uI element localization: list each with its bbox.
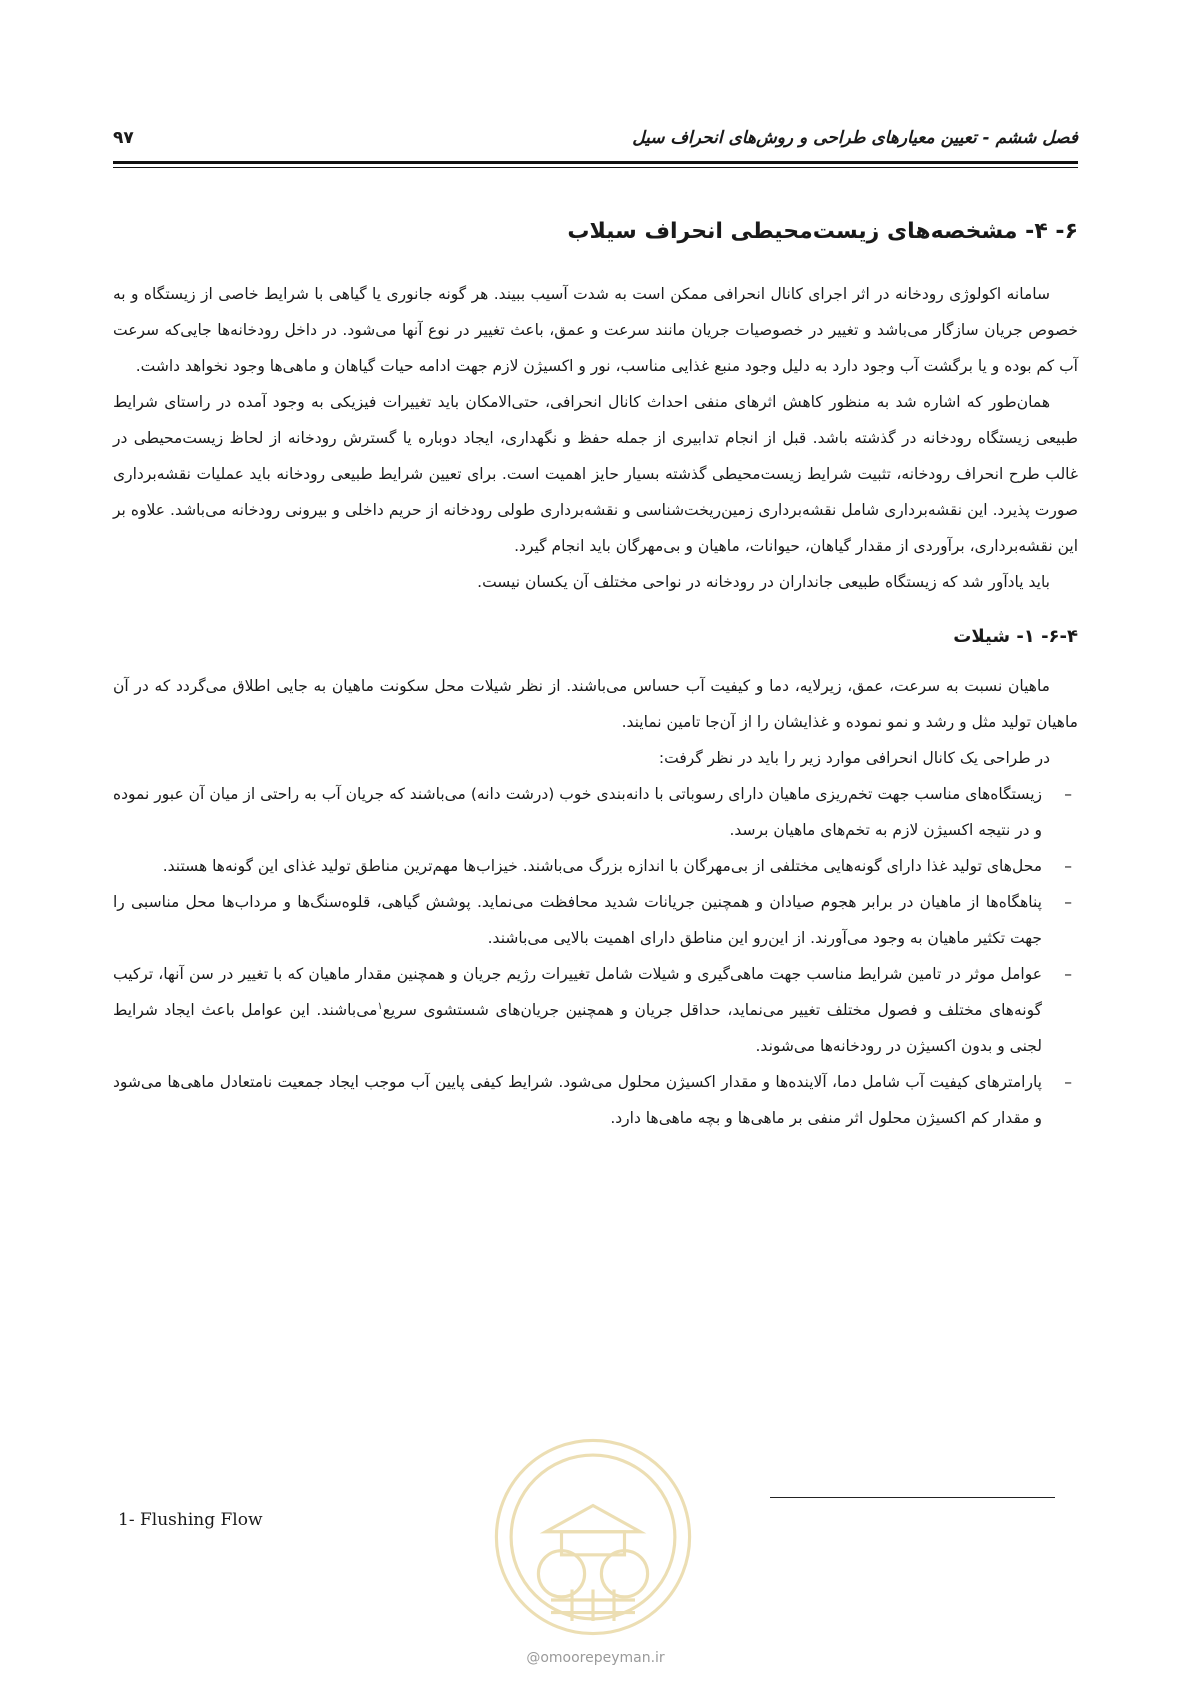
list-item — [113, 1064, 1078, 1136]
list-item-text: پارامترهای کیفیت آب شامل دما، آلاینده‌ها و مقدار اکسیژن محلول می‌شود. شرایط کیفی پایین آب موجب ایجاد جمعیت نامتعادل ماهی‌ها می‌شود و مقدار کم اکسیژن محلول اثر منفی بر ماهی‌ها و بچه ماهی‌ها دارد. — [113, 1073, 1042, 1127]
footnote: 1- Flushing Flow — [118, 1510, 263, 1530]
bullet-dash: – — [1064, 893, 1072, 911]
bullet-dash: – — [1064, 965, 1072, 983]
bullet-dash: – — [1064, 785, 1072, 803]
list-item — [113, 956, 1078, 1064]
section-heading: ۶- ۴- مشخصه‌های زیست‌محیطی انحراف سیلاب — [567, 219, 1078, 244]
header-rule-thin — [113, 167, 1078, 168]
subsection-paragraph: در طراحی یک کانال انحرافی موارد زیر را باید در نظر گرفت: — [658, 749, 1050, 767]
list-item — [113, 884, 1078, 956]
list-item — [113, 848, 1078, 884]
page-body — [113, 212, 1078, 1136]
bullet-dash: – — [1064, 1073, 1072, 1091]
subsection-heading: ۶-۴- ۱- شیلات — [953, 626, 1078, 647]
chapter-title: فصل ششم - تعیین معیارهای طراحی و روش‌های انحراف سیل — [632, 128, 1078, 148]
page-header — [113, 128, 1078, 158]
page-number: ۹۷ — [113, 128, 134, 148]
list-item — [113, 776, 1078, 848]
subsection-paragraph: ماهیان نسبت به سرعت، عمق، زیرلایه، دما و کیفیت آب حساس می‌باشند. از نظر شیلات محل سکونت ماهیان به جایی اطلاق می‌گردد که در آن ماهیان تولید مثل و رشد و نمو نموده و غذایشان را از آن‌جا تامین نمایند. — [113, 677, 1078, 731]
list-item-text: زیستگاه‌های مناسب جهت تخم‌ریزی ماهیان دارای رسوباتی با دانه‌بندی خوب (درشت دانه) می‌باشند که جریان آب به راحتی از میان آن عبور نموده و در نتیجه اکسیژن لازم به تخم‌های ماهیان برسد. — [113, 785, 1042, 839]
footnote-marker: ۱ — [377, 1000, 383, 1012]
list-item-text: محل‌های تولید غذا دارای گونه‌هایی مختلفی از بی‌مهرگان با اندازه بزرگ می‌باشند. خیزاب‌ها مهم‌ترین مناطق تولید غذای این گونه‌ها هستند. — [162, 857, 1042, 875]
bullet-dash: – — [1064, 857, 1072, 875]
list-item-text: می‌باشند. این عوامل باعث ایجاد شرایط لجنی و بدون اکسیژن در رودخانه‌ها می‌شوند. — [113, 1001, 1042, 1055]
list-item-text: پناهگاه‌ها از ماهیان در برابر هجوم صیادان و همچنین جریانات شدید محافظت می‌نماید. پوشش گیاهی، قلوه‌سنگ‌ها و مرداب‌ها محل مناسبی را جهت تکثیر ماهیان به وجود می‌آورند. از این‌رو این مناطق دارای اهمیت بالایی می‌باشند. — [113, 893, 1042, 947]
criteria-list — [113, 776, 1078, 1136]
list-item-text: عوامل موثر در تامین شرایط مناسب جهت ماهی‌گیری و شیلات شامل تغییرات رژیم جریان و همچنین مقدار ماهیان که با تغییر در سن آنها، ترکیب گونه‌های مختلف و فصول مختلف تغییر می‌نماید، حداقل جریان و همچنین جریان‌های شستشوی سریع — [113, 965, 1042, 1019]
footnote-rule — [770, 1497, 1055, 1498]
section-paragraph: همان‌طور که اشاره شد به منظور کاهش اثرهای منفی احداث کانال انحرافی، حتی‌الامکان باید تغییرات فیزیکی به وجود آمده در راستای شرایط طبیعی زیستگاه رودخانه در گذشته باشد. قبل از انجام تدابیری از جمله حفظ و نگهداری، ایجاد دوباره یا گسترش رودخانه از لحاظ زیست‌محیطی در غالب طرح انحراف رودخانه، تثبیت شرایط زیست‌محیطی گذشته بسیار حایز اهمیت است. برای تعیین شرایط طبیعی رودخانه باید عملیات نقشه‌برداری صورت پذیرد. این نقشه‌برداری شامل نقشه‌برداری زمین‌ریخت‌شناسی و نقشه‌برداری طولی رودخانه از حریم داخلی و بیرونی رودخانه می‌باشد. علاوه بر این نقشه‌برداری، برآوردی از مقدار گیاهان، حیوانات، ماهیان و بی‌مهرگان باید انجام گیرد. — [113, 393, 1078, 555]
watermark-url: @omoorepeyman.ir — [526, 1650, 665, 1666]
section-paragraph: سامانه اکولوژی رودخانه در اثر اجرای کانال انحرافی ممکن است به شدت آسیب ببیند. هر گونه جانوری یا گیاهی با شرایط خاصی از زیستگاه و به خصوص جریان سازگار می‌باشد و تغییر در خصوصیات جریان مانند سرعت و عمق، باعث تغییر در نوع آنها می‌شود. در داخل رودخانه‌ها جایی‌که سرعت آب کم بوده و یا برگشت آب وجود دارد به دلیل وجود منبع غذایی مناسب، نور و اکسیژن لازم جهت ادامه حیات گیاهان و ماهی‌ها وجود نخواهد داشت. — [113, 285, 1078, 375]
section-paragraph: باید یادآور شد که زیستگاه طبیعی جانداران در رودخانه در نواحی مختلف آن یکسان نیست. — [477, 573, 1050, 591]
publisher-seal-icon — [488, 1432, 698, 1642]
header-rule-thick — [113, 161, 1078, 164]
